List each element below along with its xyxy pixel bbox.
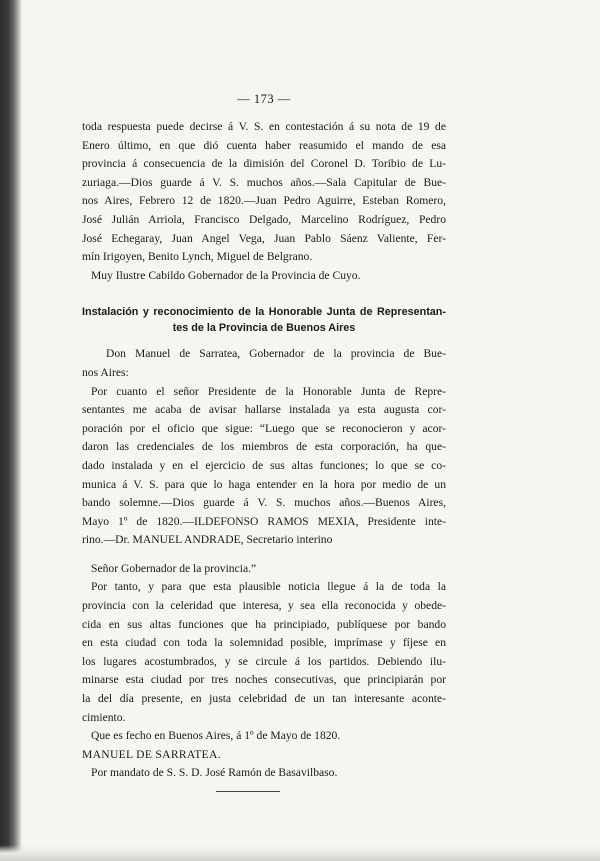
document-page: [82, 92, 446, 792]
text-line: los lugares acostumbrados, y se circule á los partidos. Debiendo ilu-: [82, 654, 446, 668]
text-line: cida en sus altas funciones que ha principiado, publíquese por bando: [82, 617, 446, 631]
text-line: rino.—Dr. MANUEL ANDRADE, Secretario interino: [82, 533, 333, 547]
text-line: sentantes me acaba de avisar hallarse instalada ya esta augusta cor-: [82, 403, 446, 417]
text-line: bando solemne.—Dios guarde á V. S. muchos años.—Buenos Aires,: [82, 496, 446, 510]
text-line: poración por el oficio que sigue: “Luego que se reconocieron y acor-: [82, 421, 446, 435]
text-line: provincia á consecuencia de la dimisión del Coronel D. Toribio de Lu-: [82, 157, 446, 171]
paragraph-governor: [82, 345, 446, 382]
addressee-line: Muy Ilustre Cabildo Gobernador de la Provincia de Cuyo.: [91, 268, 361, 282]
text-line: Enero último, en que dió cuenta haber reasumido el mando de esa: [82, 138, 446, 152]
text-line: José Echegaray, Juan Angel Vega, Juan Pablo Sáenz Valiente, Fer-: [82, 231, 446, 245]
closing-rule: [216, 791, 280, 792]
heading-line: tes de la Provincia de Buenos Aires: [172, 322, 356, 335]
text-line: Don Manuel de Sarratea, Gobernador de la provincia de Bue-: [106, 347, 446, 361]
text-line: mín Irigoyen, Benito Lynch, Miguel de Belgrano.: [82, 250, 313, 264]
paragraph-proclamation: [82, 383, 446, 550]
text-line: munica á V. S. para que lo haga entender en la hora por medio de un: [82, 477, 446, 491]
page-number: — 173 —: [237, 92, 291, 106]
text-line: Mayo 1º de 1820.—ILDEFONSO RAMOS MEXIA, Presidente inte-: [82, 514, 446, 528]
text-line: cimiento.: [82, 710, 126, 724]
text-line: Por tanto, y para que esta plausible noticia llegue á la de toda la: [91, 580, 446, 594]
text-line: la del día presente, en justa celebridad de un tan interesante aconte-: [82, 692, 446, 706]
text-line: en esta ciudad con toda la solemnidad posible, imprímase y fíjese en: [82, 636, 446, 650]
heading-line: Instalación y reconocimiento de la Honorable Junta de Representan-: [82, 306, 446, 319]
scan-shadow-bottom: [0, 845, 600, 861]
addressee-line: Señor Gobernador de la provincia.”: [91, 561, 257, 575]
text-line: Por cuanto el señor Presidente de la Honorable Junta de Repre-: [91, 384, 446, 398]
dateline: Que es fecho en Buenos Aires, á 1º de Mayo de 1820.: [91, 729, 341, 743]
text-line: daron las credenciales de los miembros de esta corporación, ha que-: [82, 440, 446, 454]
paragraph-letter-close: [82, 118, 446, 267]
text-line: José Julián Arriola, Francisco Delgado, Marcelino Rodríguez, Pedro: [82, 212, 446, 226]
mandate-line: Por mandato de S. S. D. José Ramón de Basavilbaso.: [91, 766, 338, 780]
scan-shadow-left: [0, 0, 22, 861]
text-line: minarse esta ciudad por tres noches consecutivas, que principiarán por: [82, 673, 446, 687]
text-line: dado instalada y en el ejercicio de sus altas funciones; lo que se co-: [82, 458, 446, 472]
signature: MANUEL DE SARRATEA.: [82, 747, 221, 761]
text-line: nos Aires:: [82, 365, 129, 379]
text-line: toda respuesta puede decirse á V. S. en contestación á su nota de 19 de: [82, 120, 446, 133]
text-line: provincia con la celeridad que interesa, y sea ella reconocida y obede-: [82, 599, 446, 613]
text-line: zuriaga.—Dios guarde á V. S. muchos años.—Sala Capitular de Bue-: [82, 175, 446, 189]
paragraph-decree: [82, 578, 446, 727]
section-heading: [82, 304, 446, 336]
text-line: nos Aires, Febrero 12 de 1820.—Juan Pedro Aguirre, Esteban Romero,: [82, 194, 446, 208]
